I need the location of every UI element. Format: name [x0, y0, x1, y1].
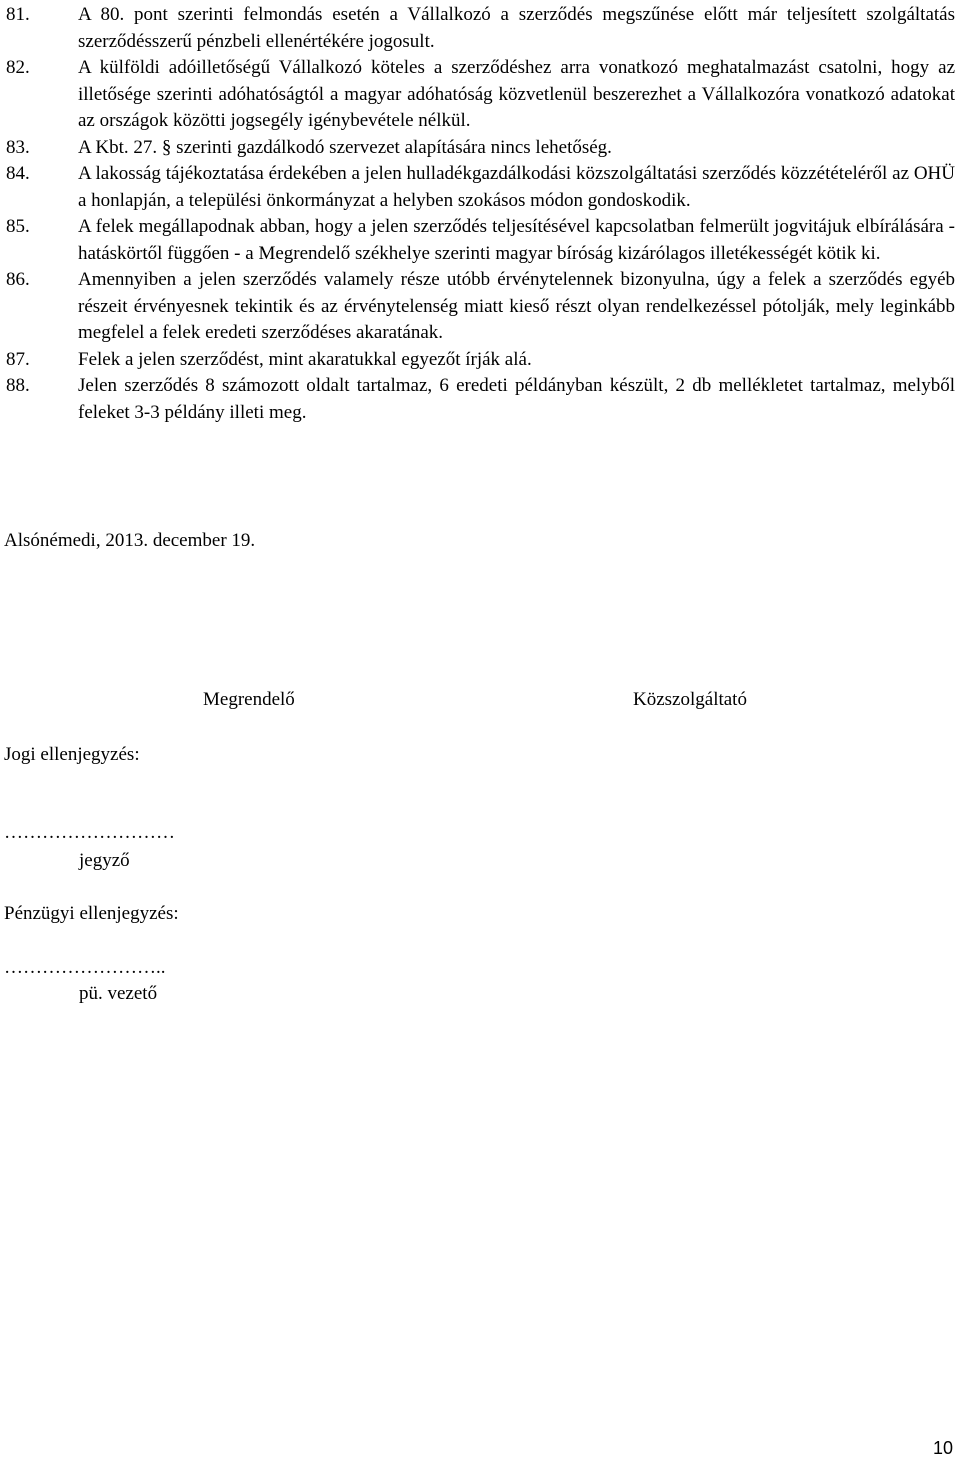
- clause-item: [0, 214, 955, 267]
- financial-countersign-role: pü. vezető: [79, 983, 158, 1004]
- financial-countersign-dots: ……………………..: [4, 957, 166, 978]
- clause-item: [0, 135, 955, 162]
- clause-text: A felek megállapodnak abban, hogy a jelen szerződés teljesítésével kapcsolatban felmerült jogvitájuk elbírálására - hatáskörtől függően - a Megrendelő székhelye szerinti magyar bíróság kizárólagos illetékességét kötik ki.: [78, 216, 955, 264]
- financial-countersign-label: Pénzügyi ellenjegyzés:: [4, 903, 179, 924]
- signature-label-provider: Közszolgáltató: [633, 689, 747, 710]
- page-number: 10: [933, 1438, 954, 1458]
- clause-item: [0, 2, 955, 55]
- clause-number: 84.: [6, 163, 30, 184]
- clause-number: 85.: [6, 216, 30, 237]
- clause-number: 81.: [6, 4, 30, 25]
- clause-text: A Kbt. 27. § szerinti gazdálkodó szervezet alapítására nincs lehetőség.: [78, 136, 612, 158]
- clause-item: [0, 347, 955, 374]
- clause-text: Felek a jelen szerződést, mint akaratukkal egyezőt írják alá.: [78, 348, 532, 370]
- clause-list: [0, 2, 955, 426]
- clause-item: [0, 373, 955, 426]
- legal-countersign-dots: ………………………: [4, 822, 175, 843]
- clause-text: A lakosság tájékoztatása érdekében a jelen hulladékgazdálkodási közszolgáltatási szerződés közzétételéről az OHÜ a honlapján, a települési önkormányzat a helyben szokásos módon gondoskodik.: [78, 163, 955, 211]
- legal-countersign-label: Jogi ellenjegyzés:: [4, 744, 140, 765]
- clause-number: 82.: [6, 57, 30, 78]
- clause-text: Jelen szerződés 8 számozott oldalt tartalmaz, 6 eredeti példányban készült, 2 db mellékletet tartalmaz, melyből feleket 3-3 példány illeti meg.: [78, 375, 955, 423]
- signature-label-client: Megrendelő: [203, 689, 295, 710]
- clause-number: 83.: [6, 136, 30, 158]
- clause-number: 86.: [6, 269, 30, 290]
- clause-text: A 80. pont szerinti felmondás esetén a Vállalkozó a szerződés megszűnése előtt már teljesített szolgáltatás szerződésszerű pénzbeli ellenértékére jogosult.: [78, 4, 955, 52]
- clause-number: 88.: [6, 375, 30, 396]
- clause-item: [0, 161, 955, 214]
- clause-text: A külföldi adóilletőségű Vállalkozó köteles a szerződéshez arra vonatkozó meghatalmazást csatolni, hogy az illetősége szerinti adóhatóságtól a magyar adóhatóság közvetlenül beszerezhet a Vállalkozóra vonatkozó adatokat az országok közötti jogsegély igénybevétele nélkül.: [78, 57, 955, 131]
- clause-item: [0, 267, 955, 347]
- clause-text: Amennyiben a jelen szerződés valamely része utóbb érvénytelennek bizonyulna, úgy a felek a szerződés egyéb részeit érvényesnek tekintik és az érvénytelenség miatt kieső részt olyan rendelkezéssel pótolják, mely leginkább megfelel a felek eredeti szerződéses akaratának.: [78, 269, 955, 343]
- place-date: Alsónémedi, 2013. december 19.: [4, 530, 256, 551]
- legal-countersign-role: jegyző: [79, 850, 130, 871]
- clause-number: 87.: [6, 348, 30, 370]
- clause-item: [0, 55, 955, 135]
